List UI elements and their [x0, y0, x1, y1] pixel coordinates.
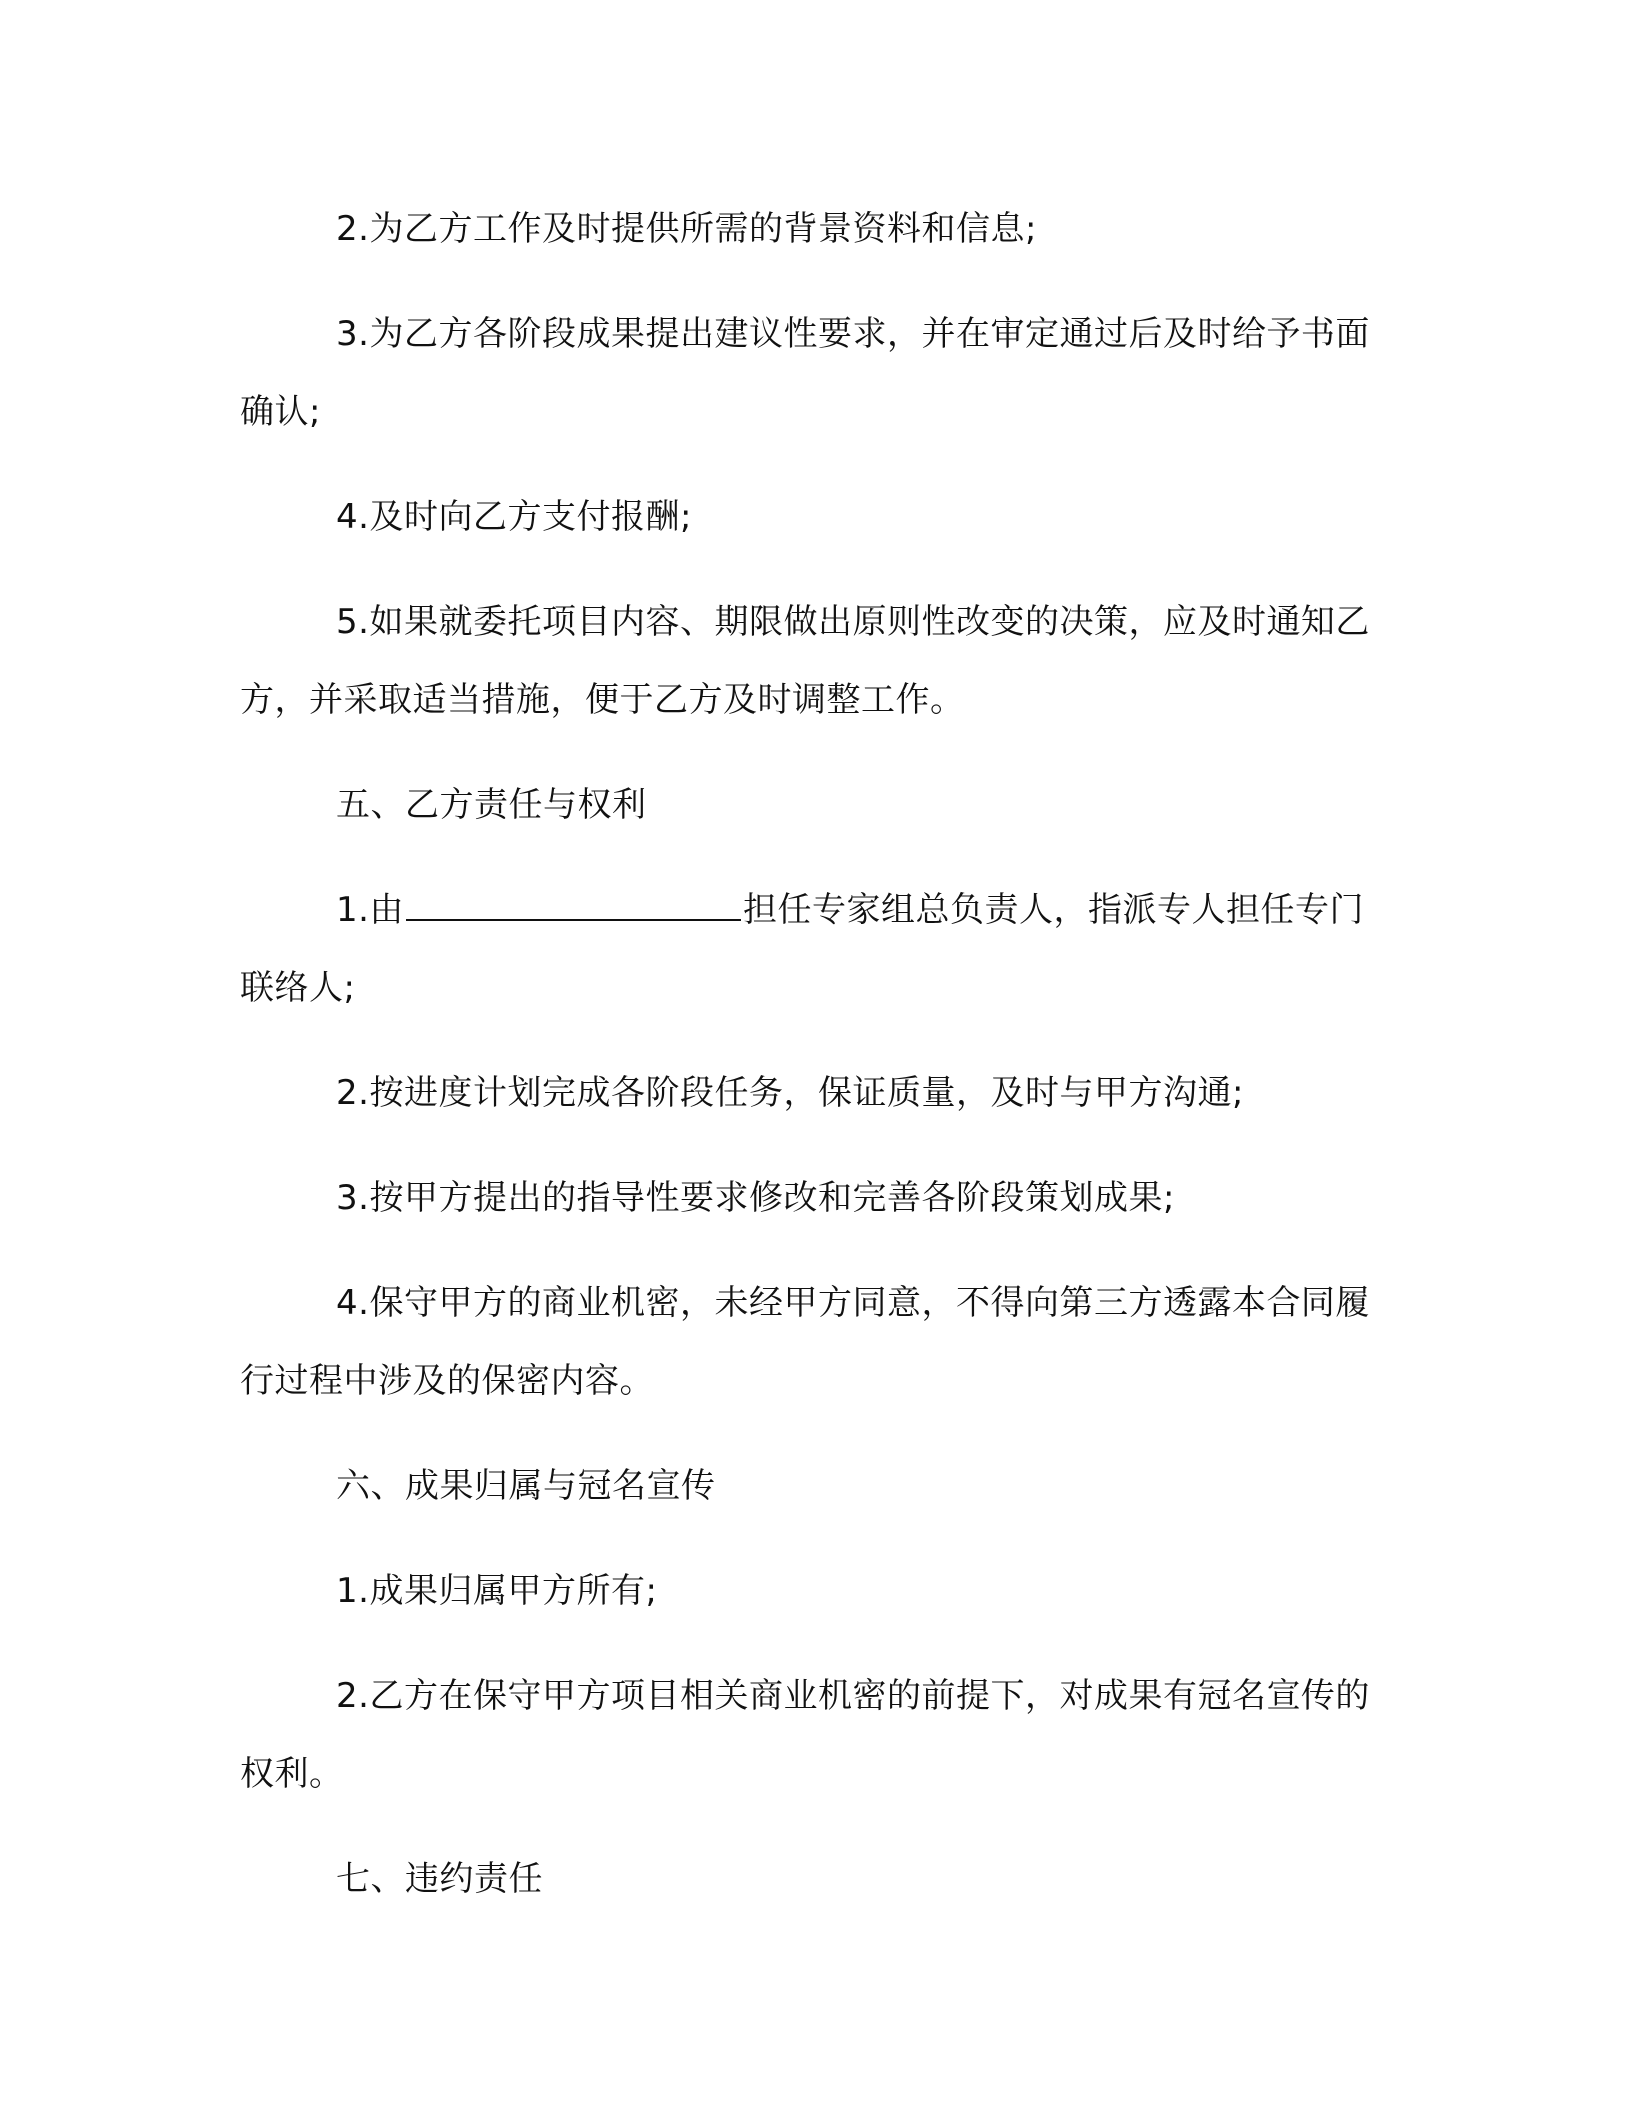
paragraph-schedule-quality: 2.按进度计划完成各阶段任务，保证质量，及时与甲方沟通; [336, 1073, 1244, 1113]
paragraph-ownership: 1.成果归属甲方所有; [336, 1571, 658, 1611]
paragraph-notify-changes: 5.如果就委托项目内容、期限做出原则性改变的决策，应及时通知乙方，并采取适当措施，便于乙方及时调整工作。 [240, 602, 1370, 720]
paragraph-revise-results: 3.按甲方提出的指导性要求修改和完善各阶段策划成果; [336, 1178, 1175, 1218]
section-heading-party-b-rights: 五、乙方责任与权利 [336, 785, 647, 825]
paragraph-confirm-results: 3.为乙方各阶段成果提出建议性要求，并在审定通过后及时给予书面确认; [240, 314, 1370, 432]
expert-leader-prefix: 1.由 [336, 890, 404, 930]
paragraph-naming-rights: 2.乙方在保守甲方项目相关商业机密的前提下，对成果有冠名宣传的权利。 [240, 1676, 1370, 1794]
blank-fill-line [406, 889, 741, 921]
paragraph-provide-materials: 2.为乙方工作及时提供所需的背景资料和信息; [336, 209, 1037, 249]
document-body [240, 190, 1380, 1945]
section-heading-breach-liability: 七、违约责任 [336, 1859, 543, 1899]
paragraph-confidentiality: 4.保守甲方的商业机密，未经甲方同意，不得向第三方透露本合同履行过程中涉及的保密内容。 [240, 1283, 1370, 1401]
paragraph-pay-remuneration: 4.及时向乙方支付报酬; [336, 497, 692, 537]
expert-leader-suffix: 担任专家组总负责人，指派专人担任专门联络人; [240, 890, 1364, 1008]
paragraph-expert-leader [240, 871, 1380, 1027]
section-heading-ownership: 六、成果归属与冠名宣传 [336, 1466, 716, 1506]
